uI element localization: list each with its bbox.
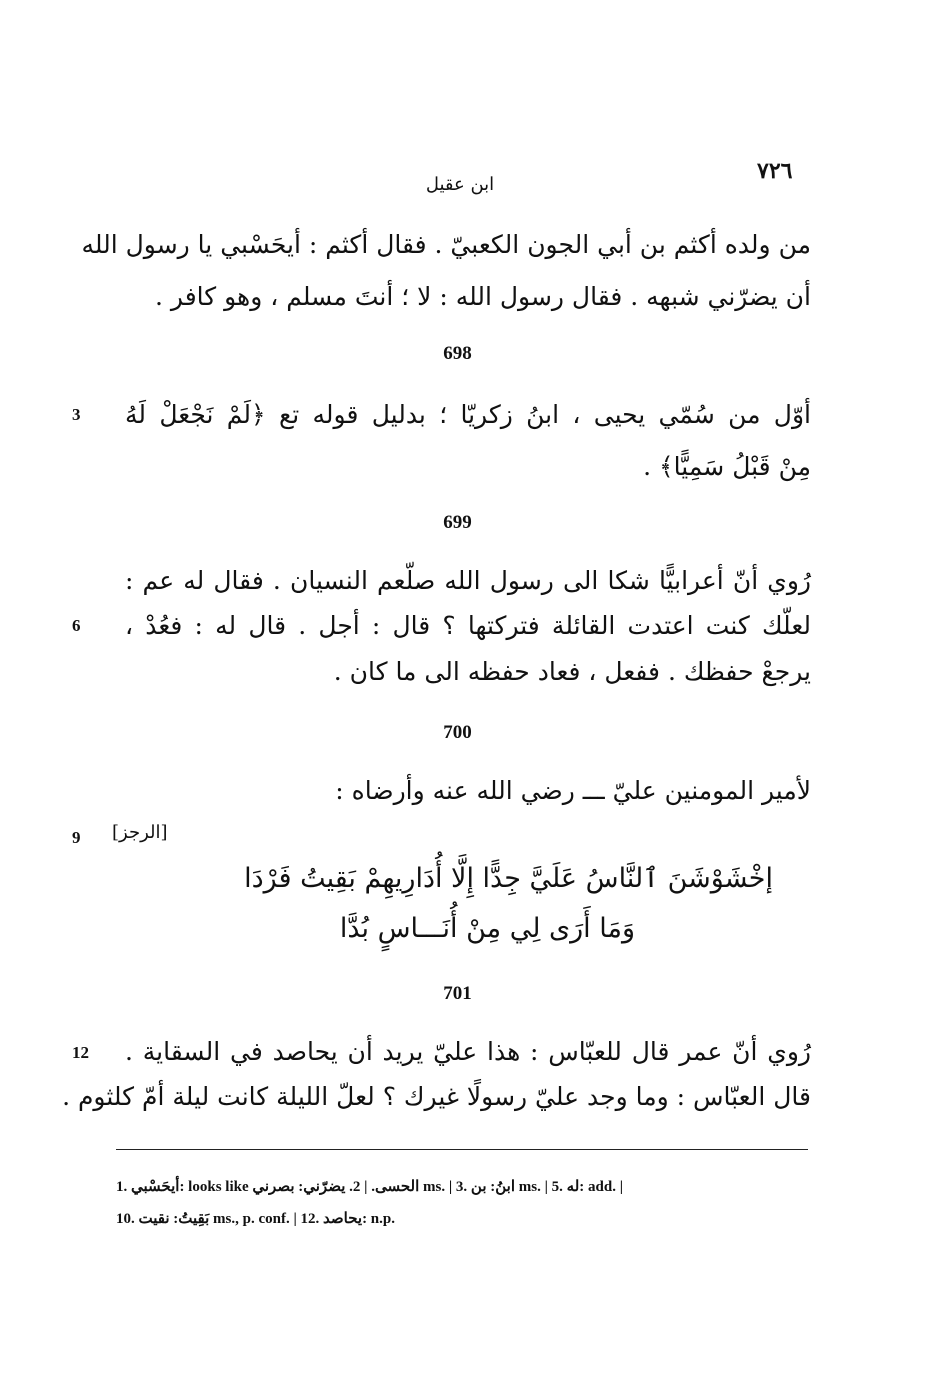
intro-line-1: من ولده أكثم بن أبي الجون الكعبيّ . فقال أكثم : أيحَسْبي يا رسول الله (81, 230, 811, 259)
section-number-699: 699 (443, 512, 472, 533)
footnote-rule (116, 1149, 808, 1150)
section-701-line-1: رُوي أنّ عمر قال للعبّاس : هذا عليّ يريد أن يحاصد في السقاية . (125, 1037, 811, 1066)
section-701-line-2: قال العبّاس : وما وجد عليّ رسولًا غيرك ؟ لعلّ الليلة كانت ليلة أمّ كلثوم . (62, 1082, 811, 1111)
section-700-intro: لأمير المومنين عليّ ـــ رضي الله عنه وأرضاه : (335, 776, 811, 805)
section-698-line-1: أوّل من سُمّي يحيى ، ابنُ زكريّا ؛ بدليل قوله تع ﴿لَمْ نَجْعَلْ لَهُ (125, 400, 811, 429)
verse-line-2: وَمَا أَرَى لِي مِنْ أُنَـــاسٍ بُدَّا (339, 913, 635, 944)
footnote-line-1: 1. أيحَسْبي: looks like الحسى. | 2. يضرّني: بصرني ms. | 3. ابنُ: بن ms. | 5. له: add. | (116, 1179, 624, 1195)
section-number-700: 700 (443, 722, 472, 743)
line-marker-6: 6 (72, 616, 81, 635)
section-699-line-2: لعلّك كنت اعتدت القائلة فتركتها ؟ قال : أجل . قال له : فعُدْ ، (125, 611, 811, 640)
section-number-701: 701 (443, 983, 472, 1004)
intro-line-2: أن يضرّني شبهه . فقال رسول الله : لا ؛ أنتَ مسلم ، وهو كافر . (155, 282, 811, 311)
footnote-line-2: 10. بَقِيتُ: نقيت ms., p. conf. | 12. يحاصد: n.p. (116, 1211, 395, 1227)
page-number: ٧٢٦ (757, 158, 793, 184)
meter-label: [الرجز] (112, 822, 168, 843)
section-699-line-3: يرجعْ حفظك . ففعل ، فعاد حفظه الى ما كان . (333, 657, 811, 686)
section-699-line-1: رُوي أنّ أعرابيًّا شكا الى رسول الله صلّعم النسيان . فقال له عم : (125, 566, 811, 595)
section-698-line-2: مِنْ قَبْلُ سَمِيًّا﴾ . (643, 452, 811, 481)
running-head: ابن عقيل (425, 174, 495, 195)
line-marker-12: 12 (72, 1043, 89, 1062)
line-marker-9: 9 (72, 828, 81, 847)
section-number-698: 698 (443, 343, 472, 364)
line-marker-3: 3 (72, 405, 81, 424)
verse-line-1: إخْشَوْشَنَ ٱلنَّاسُ عَلَيَّ جِدًّا إِلَّا أُدَارِيهِمْ بَقِيتُ فَرْدَا (244, 863, 773, 894)
